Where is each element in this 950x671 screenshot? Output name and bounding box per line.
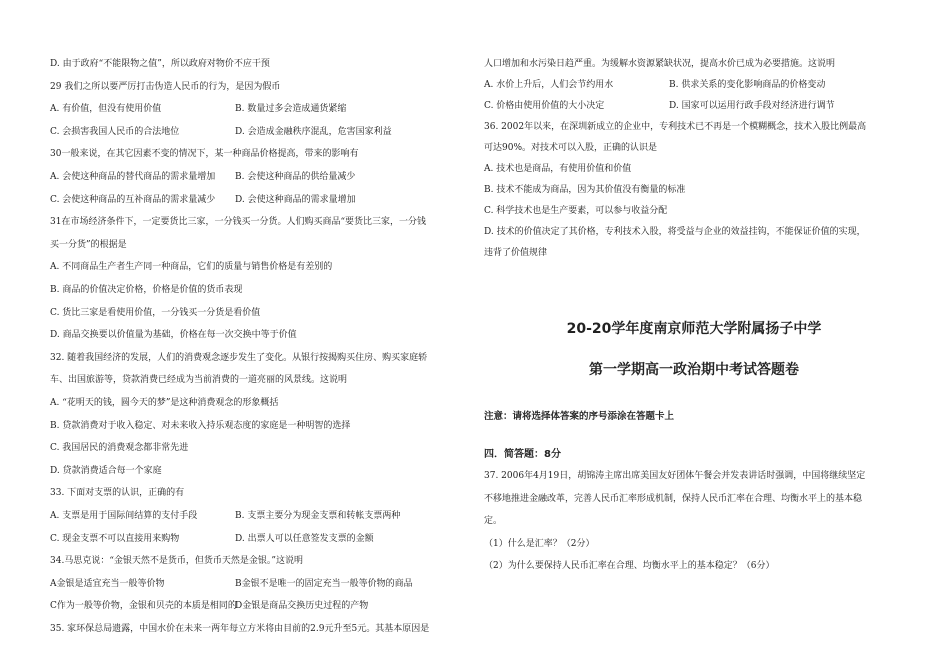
option-text: A金银是适宜充当一般等价物 xyxy=(50,578,165,589)
text-line: D. 技术的价值决定了其价格，专利技术入股，将受益与企业的效益挂钩，不能保证价值的实现， xyxy=(484,227,866,237)
text-line: 33. 下面对支票的认识，正确的有 xyxy=(50,488,185,499)
option-text: D. 会造成金融秩序混乱，危害国家利益 xyxy=(235,126,392,137)
exam-title-line-1: 20-20学年度南京师范大学附属扬子中学 xyxy=(566,321,822,337)
text-line: D. 由于政府“不能限物之值”，所以政府对物价不应干预 xyxy=(50,59,270,69)
option-text: D金银是商品交换历史过程的产物 xyxy=(235,601,369,612)
text-line: B. 贷款消费对于收入稳定、对未来收入持乐观态度的家庭是一种明智的选择 xyxy=(50,420,351,431)
text-line: 35. 家环保总局遗露，中国水价在未来一两年每立方米将由目前的2.9元升至5元。其基本原因是 xyxy=(50,624,430,634)
option-text: D. 会使这种商品的需求量增加 xyxy=(235,194,356,205)
text-line: A. 技术也是商品，有使用价值和价值 xyxy=(484,164,632,174)
option-text: A. 会使这种商品的替代商品的需求量增加 xyxy=(50,172,216,182)
text-line: D. 贷款消费适合每一个家庭 xyxy=(50,465,162,476)
option-text: A. 有价值，但没有使用价值 xyxy=(50,104,162,115)
text-line: A. 不同商品生产者生产同一种商品，它们的质量与销售价格是有差别的 xyxy=(50,262,333,273)
text-line: 买一分货”的根据是 xyxy=(50,239,127,250)
option-text: C. 现金支票不可以直接用来购物 xyxy=(50,533,180,544)
text-line: 违背了价值规律 xyxy=(484,248,548,258)
text-line: 34.马思克说：“金银天然不是货币，但货币天然是金银。”这说明 xyxy=(50,556,304,567)
text-line: 29 我们之所以要严厉打击伪造人民币的行为，是因为假币 xyxy=(50,81,281,92)
option-text: A. 水价上升后，人们会节约用水 xyxy=(484,80,614,90)
option-text: C. 价格由使用价值的大小决定 xyxy=(484,101,605,111)
option-text: C作为一般等价物，金银和贝壳的本质是相同的 xyxy=(50,601,237,612)
text-line: 车、出国旅游等，贷款消费已经成为当前消费的一道亮丽的风景线。这说明 xyxy=(50,375,348,386)
option-text: B. 会使这种商品的供给量减少 xyxy=(235,172,356,182)
text-line: C. 货比三家是看使用价值，一分钱买一分货是看价值 xyxy=(50,307,261,318)
option-text: A. 支票是用于国际间结算的支付手段 xyxy=(50,511,198,521)
text-line: D. 商品交换要以价值量为基础，价格在每一次交换中等于价值 xyxy=(50,330,297,341)
question-37-line: （1）什么是汇率？（2分） xyxy=(484,538,595,549)
option-text: B. 数量过多会造成通货紧缩 xyxy=(235,104,347,115)
text-line: 32. 随着我国经济的发展，人们的消费观念逐步发生了变化。从银行按揭购买住房、购买家庭轿 xyxy=(50,352,428,363)
section-heading: 四．简答题：8分 xyxy=(484,449,561,460)
option-text: B. 支票主要分为现金支票和转帐支票两种 xyxy=(235,511,401,521)
text-line: C. 科学技术也是生产要素，可以参与收益分配 xyxy=(484,206,668,216)
option-text: C. 会损害我国人民币的合法地位 xyxy=(50,126,180,137)
text-line: A. “花明天的钱，圆今天的梦”是这种消费观念的形象概括 xyxy=(50,398,279,408)
question-37-line: （2）为什么要保持人民币汇率在合理、均衡水平上的基本稳定？（6分） xyxy=(484,561,775,571)
option-text: B金银不是唯一的固定充当一般等价物的商品 xyxy=(235,578,413,589)
text-line: B. 商品的价值决定价格，价格是价值的货币表现 xyxy=(50,285,243,295)
text-line: 31在市场经济条件下，一定要货比三家，一分钱买一分货。人们购买商品“要货比三家，一分钱 xyxy=(50,217,427,228)
exam-title-line-2: 第一学期高一政治期中考试答题卷 xyxy=(589,362,799,378)
option-text: B. 供求关系的变化影响商品的价格变动 xyxy=(669,80,826,90)
option-text: C. 会使这种商品的互补商品的需求量减少 xyxy=(50,194,216,205)
option-text: D. 出票人可以任意签发支票的金额 xyxy=(235,533,374,544)
text-line: C. 我国居民的消费观念都非常先进 xyxy=(50,443,189,454)
answer-note: 注意：请将选择体答案的序号添涂在答题卡上 xyxy=(484,411,675,422)
text-line: 人口增加和水污染日趋严重。为缓解水资源紧缺状况，提高水价已成为必要措施。这说明 xyxy=(484,59,836,69)
option-text: D. 国家可以运用行政手段对经济进行调节 xyxy=(669,101,835,111)
text-line: 可达90%。对技术可以入股，正确的认识是 xyxy=(484,143,658,153)
text-line: 30一般来说，在其它因素不变的情况下，某一种商品价格提高，带来的影响有 xyxy=(50,149,359,160)
text-line: 36. 2002年以来，在深圳新成立的企业中，专利技术已不再是一个模糊概念，技术入股比例最高 xyxy=(484,122,867,132)
question-37-line: 不移地推进金融改革，完善人民币汇率形成机制，保持人民币汇率在合理、均衡水平上的基本稳 xyxy=(484,493,863,504)
text-line: B. 技术不能成为商品，因为其价值没有衡量的标准 xyxy=(484,185,686,195)
question-37-line: 37. 2006年4月19日，胡锦涛主席出席美国友好团体午餐会并发表讲话时强调，中国将继续坚定 xyxy=(484,471,866,481)
question-37-line: 定。 xyxy=(484,516,503,526)
